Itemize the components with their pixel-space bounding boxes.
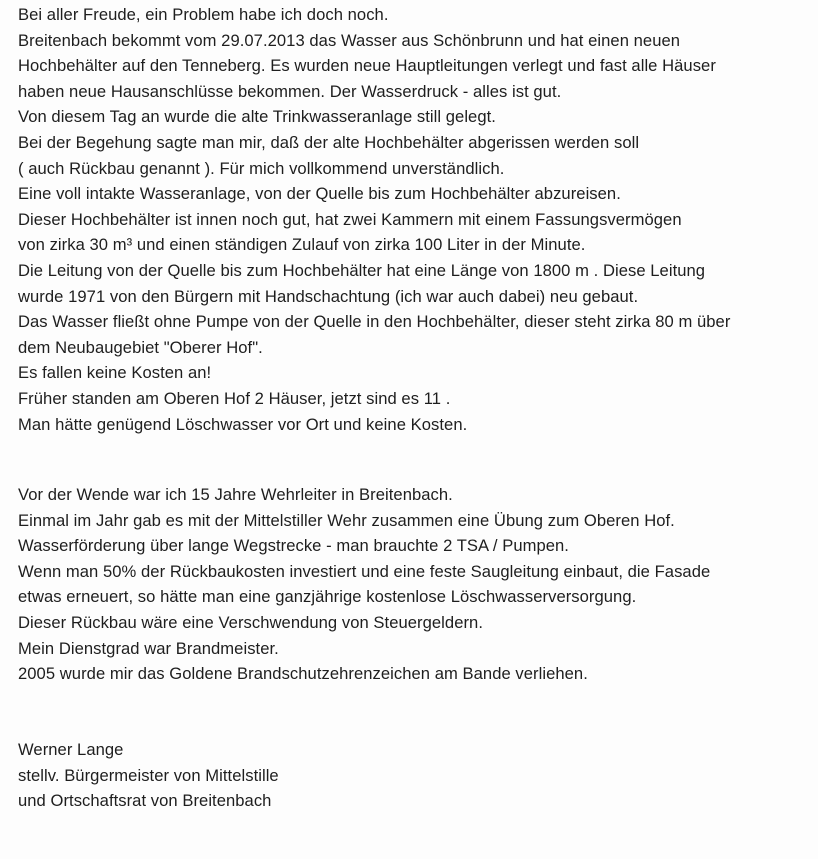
signature-name: Werner Lange (18, 740, 124, 759)
text-line: 2005 wurde mir das Goldene Brandschutzehrenzeichen am Bande verliehen. (18, 664, 588, 684)
text-line: dem Neubaugebiet "Oberer Hof". (18, 337, 263, 357)
text-line: Hochbehälter auf den Tenneberg. Es wurden neue Hauptleitungen verlegt und fast alle Häuser (18, 56, 716, 76)
text-line: Dieser Rückbau wäre eine Verschwendung von Steuergeldern. (18, 612, 483, 632)
text-line: Mein Dienstgrad war Brandmeister. (18, 638, 279, 658)
signature-title: stellv. Bürgermeister von Mittelstille (18, 765, 279, 785)
text-line: Von diesem Tag an wurde die alte Trinkwasseranlage still gelegt. (18, 107, 496, 127)
text-line: von zirka 30 m³ und einen ständigen Zulauf von zirka 100 Liter in der Minute. (18, 235, 586, 255)
text-line: Wasserförderung über lange Wegstrecke - man brauchte 2 TSA / Pumpen. (18, 536, 569, 556)
text-line: Einmal im Jahr gab es mit der Mittelstiller Wehr zusammen eine Übung zum Oberen Hof. (18, 510, 675, 530)
text-line: Man hätte genügend Löschwasser vor Ort und keine Kosten. (18, 414, 468, 434)
paragraph-fire-brigade (18, 482, 710, 687)
text-line: Bei aller Freude, ein Problem habe ich doch noch. (18, 5, 389, 24)
signature-title: und Ortschaftsrat von Breitenbach (18, 791, 272, 811)
text-line: Breitenbach bekommt vom 29.07.2013 das Wasser aus Schönbrunn und hat einen neuen (18, 30, 681, 50)
text-line: Es fallen keine Kosten an! (18, 363, 212, 383)
paragraph-main (18, 2, 730, 437)
text-line: Die Leitung von der Quelle bis zum Hochbehälter hat eine Länge von 1800 m . Diese Leitung (18, 260, 706, 280)
text-line: Dieser Hochbehälter ist innen noch gut, hat zwei Kammern mit einem Fassungsvermögen (18, 209, 682, 229)
signature-block (18, 737, 279, 814)
text-line: Vor der Wende war ich 15 Jahre Wehrleiter in Breitenbach. (18, 485, 453, 504)
text-line: Das Wasser fließt ohne Pumpe von der Quelle in den Hochbehälter, dieser steht zirka 80 m über (18, 312, 731, 332)
text-line: Eine voll intakte Wasseranlage, von der Quelle bis zum Hochbehälter abzureisen. (18, 184, 621, 204)
text-line: Bei der Begehung sagte man mir, daß der alte Hochbehälter abgerissen werden soll (18, 132, 640, 152)
text-line: etwas erneuert, so hätte man eine ganzjährige kostenlose Löschwasserversorgung. (18, 587, 637, 607)
text-line: ( auch Rückbau genannt ). Für mich vollkommend unverständlich. (18, 158, 505, 178)
text-line: wurde 1971 von den Bürgern mit Handschachtung (ich war auch dabei) neu gebaut. (18, 286, 639, 306)
text-line: haben neue Hausanschlüsse bekommen. Der Wasserdruck - alles ist gut. (18, 81, 562, 101)
text-line: Früher standen am Oberen Hof 2 Häuser, jetzt sind es 11 . (18, 388, 451, 408)
text-line: Wenn man 50% der Rückbaukosten investiert und eine feste Saugleitung einbaut, die Fasade (18, 561, 711, 581)
